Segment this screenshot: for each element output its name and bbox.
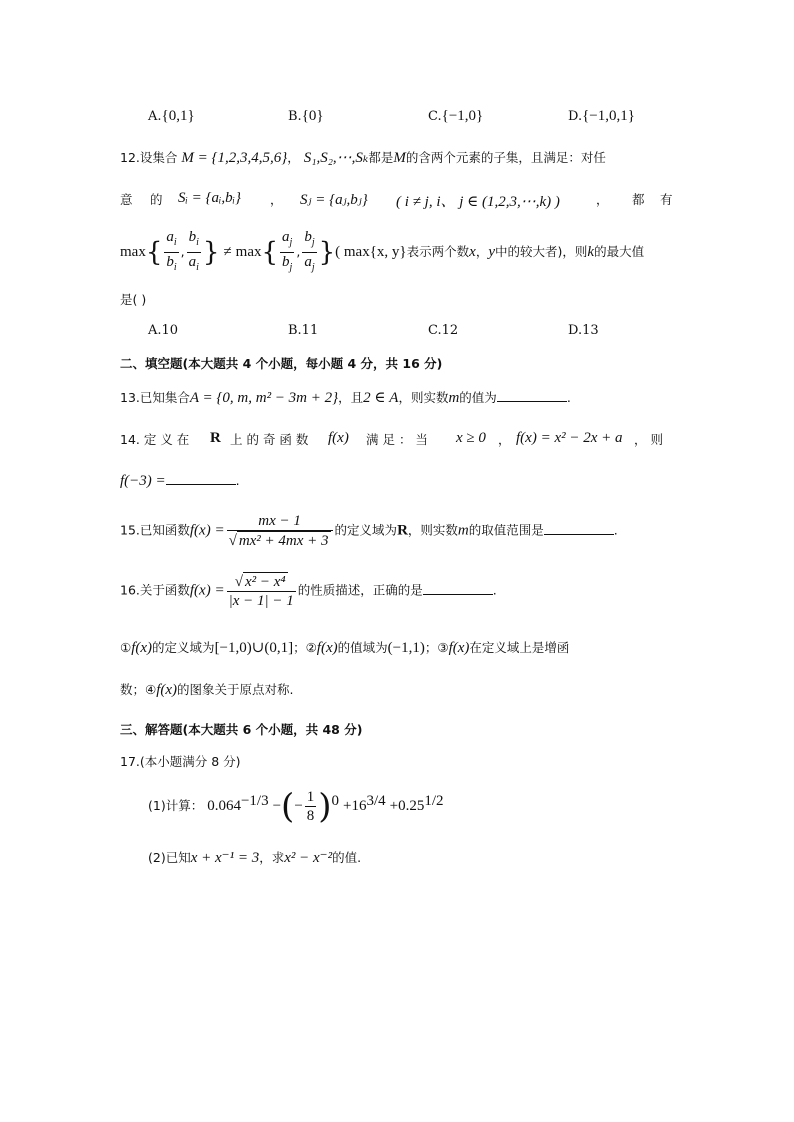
q12-option-d: D.13 — [568, 323, 599, 338]
q15-text: ，则实数 — [407, 522, 458, 538]
brace-left: { — [261, 237, 279, 268]
q12-text: ， — [596, 192, 609, 207]
q11-option-b — [288, 108, 324, 125]
q16-text: 16.关于函数 — [120, 582, 190, 598]
q17-text: ，求 — [259, 850, 285, 865]
option-value: {0} — [301, 108, 324, 124]
func-f: f(x) — [316, 640, 338, 656]
real-set: R — [210, 430, 221, 446]
exponent: −1/3 — [240, 792, 269, 809]
numerator: 1 — [306, 789, 315, 805]
si-def: Sᵢ = {aᵢ,bᵢ} — [178, 190, 241, 206]
func-f: f(x) — [156, 682, 178, 698]
q16-text: 的性质描述，正确的是 — [297, 582, 423, 598]
q16-items-line-2 — [120, 680, 294, 699]
func-f: f(x) — [448, 640, 470, 656]
brace-right: } — [318, 237, 336, 268]
q13-text: 13.已知集合 — [120, 390, 190, 405]
part-label: (1)计算： — [148, 798, 204, 813]
q13-text: ，且 — [338, 390, 364, 405]
var-x: x — [469, 244, 476, 260]
paren-right: ) — [318, 786, 332, 827]
exponent: 0 — [331, 792, 340, 809]
period: . — [566, 390, 571, 405]
q12-line-1: 12.设集合 M = {1,2,3,4,5,6}， S₁,S₂,⋯,Sₖ都是M的含两个元素的子集，且满足：对任 — [120, 150, 606, 166]
part-label: (2)已知 — [148, 850, 191, 865]
answer-blank[interactable] — [166, 472, 236, 485]
target-expr: x² − x⁻² — [284, 850, 333, 866]
q14-line-2 — [120, 472, 240, 490]
q13-text: ，则实数 — [398, 390, 449, 405]
q16-items-line-1 — [120, 638, 569, 657]
section-3-heading: 三、解答题(本大题共 6 个小题，共 48 分) — [120, 722, 363, 737]
var-m: m — [448, 390, 460, 406]
q12-text: 有 — [660, 192, 673, 207]
item-marker: ① — [120, 640, 132, 655]
option-label: C. — [428, 109, 442, 124]
q17-part-2 — [148, 848, 361, 867]
q11-option-c — [428, 108, 483, 125]
f-minus-3: f(−3) = — [120, 473, 166, 489]
q12-text: ， — [475, 244, 489, 259]
q12-text: 的 — [150, 192, 163, 207]
option-label: B. — [288, 109, 302, 124]
option-value: {−1,0,1} — [582, 108, 635, 124]
condition: x ≥ 0 — [456, 430, 486, 446]
q16-text: 在定义域上是增函 — [469, 640, 570, 655]
q14-text: ， 则 — [634, 432, 663, 447]
var-m: m — [457, 522, 469, 539]
q12-line-4 — [120, 290, 146, 308]
q17-heading: 17.(本小题满分 8 分) — [120, 754, 241, 769]
q12-text: 都 — [632, 192, 645, 207]
answer-paren: 是( ) — [120, 292, 147, 307]
q12-text: 的最大值 — [594, 244, 645, 259]
q17-part-1: (1)计算： $0.064^{-1/3}$ −(− $\frac{1}{8}$ )$^0 +16^{3/4} +0.25^{1/2}$ — [148, 786, 444, 827]
q12-text: 表示两个数 — [406, 244, 470, 259]
denominator: mx² + 4mx + 3 — [238, 533, 329, 549]
q12-option-c: C.12 — [428, 323, 459, 338]
domain-value: [−1,0)∪(0,1] — [214, 640, 294, 656]
option-label: A. — [148, 109, 162, 124]
period: . — [613, 522, 618, 538]
q16 — [120, 572, 497, 610]
section-2-heading: 二、填空题(本大题共 4 个小题，每小题 4 分，共 16 分) — [120, 356, 443, 371]
base-025: 0.25 — [398, 798, 425, 814]
option-value: {0,1} — [161, 108, 195, 124]
answer-blank[interactable] — [497, 389, 567, 402]
q13-text: 的值为 — [459, 390, 497, 405]
base-0064: 0.064 — [207, 798, 241, 814]
index-condition: ( i ≠ j, i、 j ∈ (1,2,3,⋯,k) ) — [396, 194, 560, 210]
q15-text: 的定义域为 — [334, 522, 398, 538]
q17-text: 的值. — [332, 850, 362, 865]
q12-text: 意 — [120, 192, 133, 207]
func-f: f(x) — [328, 430, 349, 446]
var-m: M — [393, 150, 406, 166]
q16-text: 的定义域为 — [152, 640, 215, 655]
membership-cond: 2 ∈ A — [363, 390, 399, 406]
answer-blank[interactable] — [423, 582, 493, 595]
q12-text: 的含两个元素的子集，且满足：对任 — [405, 150, 606, 165]
q12-line-3: max{ $\frac{a_i}{b_i}$ , $\frac{b_i}{a_i}$ } ≠ max{ $\frac{a_j}{b_j}$ , $\frac{b_j}{a_j}$ }( max{x, y}表示两个数x，y中的较大者)，则k的最大值 — [120, 228, 644, 277]
brace-right: } — [202, 237, 220, 268]
given-cond: x + x⁻¹ = 3 — [190, 850, 260, 866]
set-m-def: M = {1,2,3,4,5,6} — [181, 150, 288, 166]
q12-option-b: B.11 — [288, 323, 319, 338]
frac-q16: $\frac{\text{√ x² − x⁴}}{|x - 1| - 1}$ — [228, 574, 294, 609]
item-marker: ；③ — [424, 640, 449, 655]
denominator: |x − 1| − 1 — [228, 593, 294, 609]
denominator: 8 — [306, 808, 315, 824]
var-k: k — [587, 244, 595, 260]
option-label: D. — [568, 109, 583, 124]
q11-option-d — [568, 108, 635, 125]
answer-blank[interactable] — [544, 522, 614, 535]
max-op: max — [120, 244, 146, 260]
q14-text: 14. 定 义 在 — [120, 432, 190, 447]
q16-text: 的图象关于原点对称. — [177, 682, 294, 697]
base-16: 16 — [351, 798, 367, 814]
sj-def: Sⱼ = {aⱼ,bⱼ} — [300, 192, 368, 208]
item-marker: ；② — [293, 640, 317, 655]
exponent: 3/4 — [366, 792, 386, 809]
func-f: f(x) = — [189, 582, 225, 599]
brace-left: { — [145, 237, 163, 268]
numerator: x² − x⁴ — [244, 574, 286, 590]
q11-option-a — [148, 108, 195, 125]
func-def: f(x) = x² − 2x + a — [516, 430, 623, 446]
numerator: mx − 1 — [227, 512, 333, 531]
period: . — [492, 582, 497, 598]
set-a-def: A = {0, m, m² − 3m + 2} — [189, 390, 339, 406]
subset-list: S₁,S₂,⋯,Sₖ — [303, 150, 369, 166]
frac-1-8 — [305, 788, 317, 825]
frac-bi-ai: $\frac{b_i}{a_i}$ — [188, 229, 199, 273]
frac-ai-bi: $\frac{a_i}{b_i}$ — [166, 229, 177, 273]
q15 — [120, 512, 618, 550]
q15-text: 的取值范围是 — [468, 522, 544, 538]
frac-q15: $\frac{mx - 1}{\text{√ mx² + 4mx + 3}}$ — [227, 512, 333, 550]
range-value: (−1,1) — [387, 640, 425, 656]
option-value: {−1,0} — [441, 108, 484, 124]
func-f: f(x) = — [189, 522, 225, 539]
q15-text: 15.已知函数 — [120, 522, 190, 538]
frac-bj-aj: $\frac{b_j}{a_j}$ — [304, 229, 315, 273]
var-y: y — [488, 244, 495, 260]
q14-text: ， — [498, 432, 511, 447]
q16-text: 的值域为 — [337, 640, 388, 655]
max-note: ( max{x, y} — [335, 244, 407, 260]
func-f: f(x) — [131, 640, 153, 656]
neq-sign: ≠ — [223, 244, 232, 260]
frac-aj-bj: $\frac{a_j}{b_j}$ — [282, 229, 293, 273]
q12-text: 都是 — [368, 150, 394, 165]
real-set: R — [397, 522, 408, 539]
max-op: max — [235, 244, 262, 260]
q12-text: ， — [270, 192, 283, 207]
q14-text: 满 足 ： 当 — [366, 432, 428, 447]
q12-text: 中的较大者)，则 — [495, 244, 588, 259]
q12-option-a: A.10 — [148, 323, 179, 338]
q12-number: 12.设集合 — [120, 150, 178, 165]
exponent: 1/2 — [424, 792, 444, 809]
q14-text: 上 的 奇 函 数 — [230, 432, 309, 447]
paren-left: ( — [281, 786, 295, 827]
period: . — [235, 473, 240, 488]
q13 — [120, 388, 571, 407]
q16-text: 数；④ — [120, 682, 157, 697]
